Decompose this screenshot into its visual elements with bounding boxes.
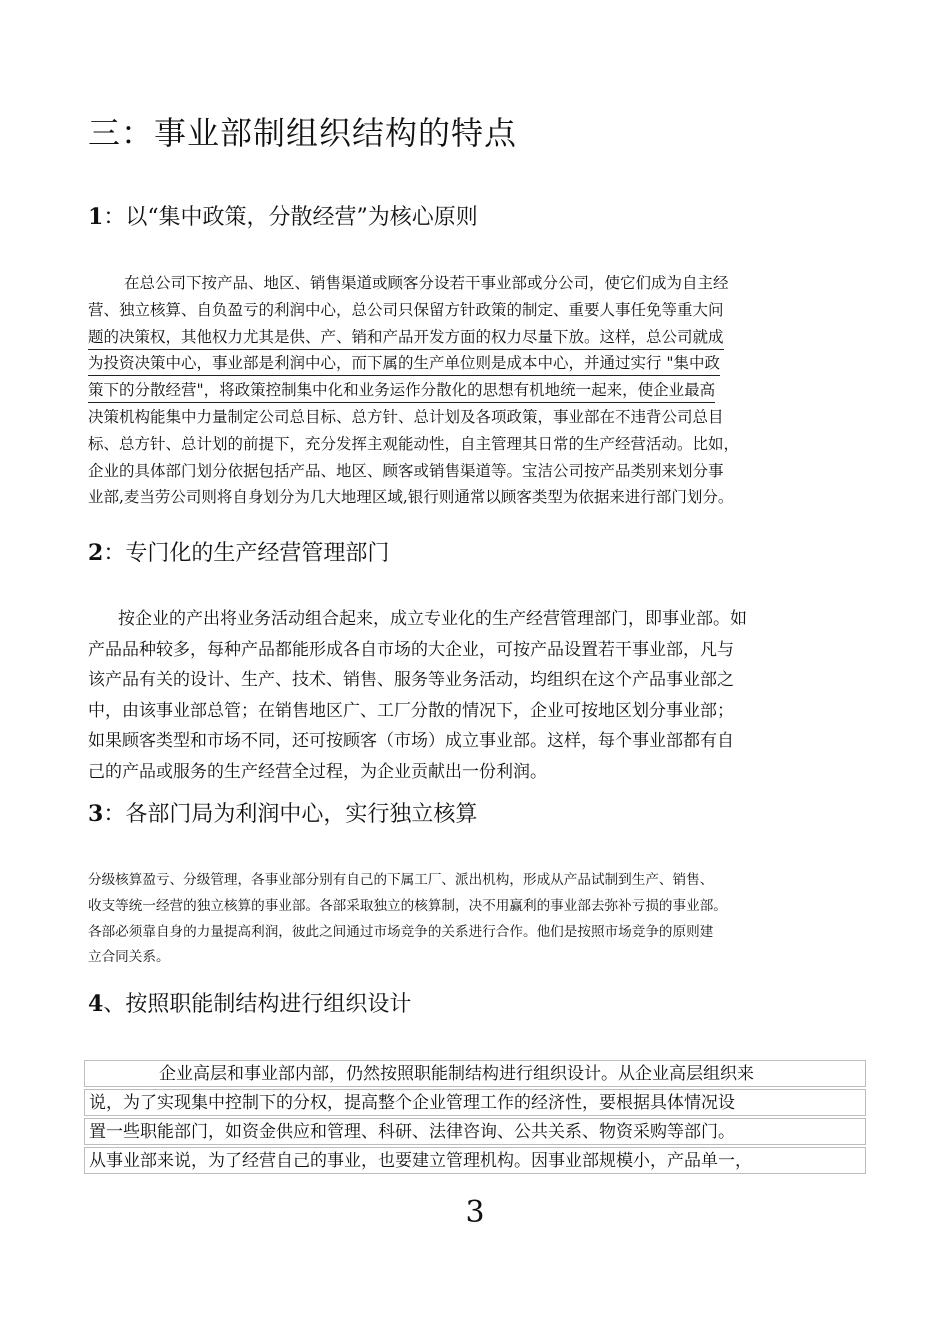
section-3-paragraph (88, 868, 878, 971)
page-title: 三：事业部制组织结构的特点 (88, 114, 518, 152)
section-number: 1 (88, 204, 104, 230)
section-heading-text: 、按照职能制结构进行组织设计 (103, 992, 412, 1017)
boxed-line: 置一些职能部门，如资金供应和管理、科研、法律咨询、公共关系、物资采购等部门。 (84, 1118, 866, 1145)
section-4-boxed-paragraph (84, 1060, 866, 1176)
section-number: 2 (88, 540, 104, 566)
section-heading-text: ：各部门局为利润中心，实行独立核算 (103, 802, 478, 827)
paragraph-line: 产品品种较多，每种产品都能形成各自市场的大企业，可按产品设置若干事业部，凡与 (88, 639, 734, 660)
paragraph-line-underlined: 策下的分散经营"，将政策控制集中化和业务运作分散化的思想有机地统一起来，使企业最高 (88, 378, 715, 403)
section-4-heading (88, 987, 411, 1018)
paragraph-line: 中，由该事业部总管；在销售地区广、工厂分散的情况下，企业可按地区划分事业部； (88, 700, 734, 721)
section-number: 4 (88, 991, 104, 1017)
paragraph-line: 己的产品或服务的生产经营全过程，为企业贡献出一份利润。 (88, 761, 547, 782)
paragraph-line: 如果顾客类型和市场不同，还可按顾客（市场）成立事业部。这样，每个事业部都有自 (88, 731, 734, 752)
section-heading-text: ：专门化的生产经营管理部门 (103, 541, 390, 566)
section-2-paragraph (88, 604, 868, 788)
section-3-heading (88, 797, 477, 828)
section-number: 3 (88, 801, 104, 827)
boxed-line: 从事业部来说，为了经营自己的事业，也要建立管理机构。因事业部规模小，产品单一， (84, 1147, 866, 1174)
boxed-line: 企业高层和事业部内部，仍然按照职能制结构进行组织设计。从企业高层组织来 (84, 1060, 866, 1087)
paragraph-line: 在总公司下按产品、地区、销售渠道或顾客分设若干事业部或分公司，使它们成为自主经 (124, 274, 729, 292)
paragraph-line: 该产品有关的设计、生产、技术、销售、服务等业务活动，均组织在这个产品事业部之 (88, 670, 734, 691)
paragraph-line-underlined: 为投资决策中心，事业部是利润中心，而下属的生产单位则是成本中心，并通过实行 "集中政 (88, 351, 720, 376)
paragraph-line: 标、总方针、总计划的前提下，充分发挥主观能动性，自主管理其日常的生产经营活动。比如， (88, 434, 740, 453)
paragraph-line: 分级核算盈亏、分级管理，各事业部分别有自己的下属工厂、派出机构，形成从产品试制到生产、销售、 (88, 872, 714, 888)
paragraph-line: 营、独立核算、自负盈亏的利润中心，总公司只保留方针政策的制定、重要人事任免等重大问 (88, 300, 724, 319)
paragraph-line: 按企业的产出将业务活动组合起来，成立专业化的生产经营管理部门，即事业部。如 (118, 609, 747, 629)
boxed-line: 说，为了实现集中控制下的分权，提高整个企业管理工作的经济性，要根据具体情况设 (84, 1089, 866, 1116)
section-2-heading (88, 536, 389, 567)
paragraph-line: 决策机构能集中力量制定公司总目标、总方针、总计划及各项政策，事业部在不违背公司总目 (88, 407, 724, 426)
paragraph-line-underlined: 题的决策权，其他权力尤其是供、产、销和产品开发方面的权力尽量下放。这样，总公司就成 (88, 325, 724, 350)
paragraph-line: 业部,麦当劳公司则将自身划分为几大地理区域,银行则通常以顾客类型为依据来进行部门划分。 (88, 488, 734, 507)
section-heading-text: ：以“集中政策，分散经营”为核心原则 (103, 205, 478, 230)
paragraph-line: 立合同关系。 (88, 949, 170, 966)
paragraph-line: 企业的具体部门划分依据包括产品、地区、顾客或销售渠道等。宝洁公司按产品类别来划分事 (88, 461, 724, 480)
section-1-paragraph (88, 270, 878, 511)
paragraph-line: 收支等统一经营的独立核算的事业部。各部采取独立的核算制，决不用赢利的事业部去弥补亏损的事业部。 (88, 897, 727, 914)
section-1-heading (88, 200, 478, 231)
page-number: 3 (465, 1195, 485, 1230)
paragraph-line: 各部必须靠自身的力量提高利润，彼此之间通过市场竞争的关系进行合作。他们是按照市场竞争的原则建 (88, 923, 714, 940)
